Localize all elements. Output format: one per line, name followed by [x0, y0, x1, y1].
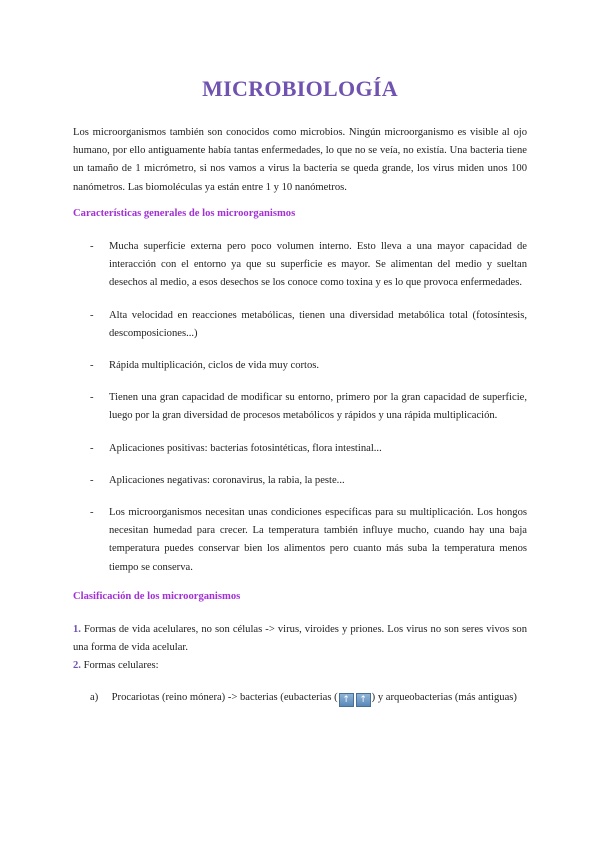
list-item-text: Los microorganismos necesitan unas condiciones específicas para su multiplicación. Los hongos necesitan humedad para crecer. La temperatura también influye mucho, cuando hay una baja temperatura puedes conservar bien los alimentos pero cuanto más suba la temperatura menos tiempo se conserva.: [109, 507, 527, 573]
item-number: 1.: [73, 624, 81, 635]
classification-item-1: [73, 621, 527, 657]
dash-marker: -: [90, 507, 94, 519]
dash-marker: -: [90, 360, 94, 372]
characteristics-list: [73, 238, 527, 591]
item-text: Formas de vida acelulares, no son células -> virus, viroides y priones. Los virus no son seres vivos son una forma de vida acelular.: [73, 624, 527, 654]
list-item: [73, 389, 527, 425]
section-heading-classification: Clasificación de los microorganismos: [73, 591, 241, 602]
page-title: MICROBIOLOGÍA: [202, 76, 398, 101]
item-number: 2.: [73, 660, 81, 672]
dash-marker: -: [90, 241, 94, 252]
sub-item-a: [90, 689, 517, 707]
list-item: [73, 307, 527, 343]
list-item: [73, 472, 527, 490]
sub-item-letter: a): [90, 692, 99, 703]
classification-item-2: [73, 657, 527, 675]
list-item-text: Aplicaciones positivas: bacterias fotosintéticas, flora intestinal...: [109, 442, 382, 454]
intro-paragraph: Los microorganismos también son conocidos como microbios. Ningún microorganismo es visible al ojo humano, por ello antiguamente había tantas enfermedades, lo que no se veía, no existía. Una bacteria tiene un tamaño de 1 micrómetro, si nos vamos a virus la bacteria se queda grande, los virus miden unos 100 nanómetros. Las biomoléculas ya están entre 1 y 10 nanómetros.: [73, 127, 527, 193]
item-text: Formas celulares:: [83, 660, 159, 672]
classification-list: [73, 621, 527, 676]
section-heading-characteristics: Características generales de los microorganismos: [73, 208, 296, 219]
list-item-text: Aplicaciones negativas: coronavirus, la rabia, la peste...: [109, 474, 345, 486]
arrow-up-icon: ↑: [356, 693, 371, 707]
list-item-text: Tienen una gran capacidad de modificar su entorno, primero por la gran capacidad de superficie, luego por la gran diversidad de procesos metabólicos y rápidos y una rápida multiplicación.: [109, 392, 527, 422]
list-item-text: Rápida multiplicación, ciclos de vida muy cortos.: [109, 360, 320, 372]
sub-item-text-after: ) y arqueobacterias (más antiguas): [371, 692, 517, 703]
dash-marker: -: [90, 474, 94, 486]
list-item-text: Mucha superficie externa pero poco volumen interno. Esto lleva a una mayor capacidad de interacción con el entorno ya que su superficie es mayor. Se alimentan del medio y sueltan desechos al medio, a esos desechos se los conoce como toxina y es lo que provoca enfermedades.: [109, 241, 527, 289]
arrow-up-icon: ↑: [339, 693, 354, 707]
sub-item-text-before: Procariotas (reino mónera) -> bacterias (eubacterias (: [111, 692, 338, 703]
list-item: [73, 238, 527, 293]
list-item: [73, 357, 527, 375]
list-item: [73, 440, 527, 458]
dash-marker: -: [90, 309, 94, 321]
dash-marker: -: [90, 392, 94, 404]
list-item: [73, 504, 527, 577]
list-item-text: Alta velocidad en reacciones metabólicas, tienen una diversidad metabólica total (fotosíntesis, descomposiciones...): [109, 309, 527, 339]
dash-marker: -: [90, 442, 94, 454]
